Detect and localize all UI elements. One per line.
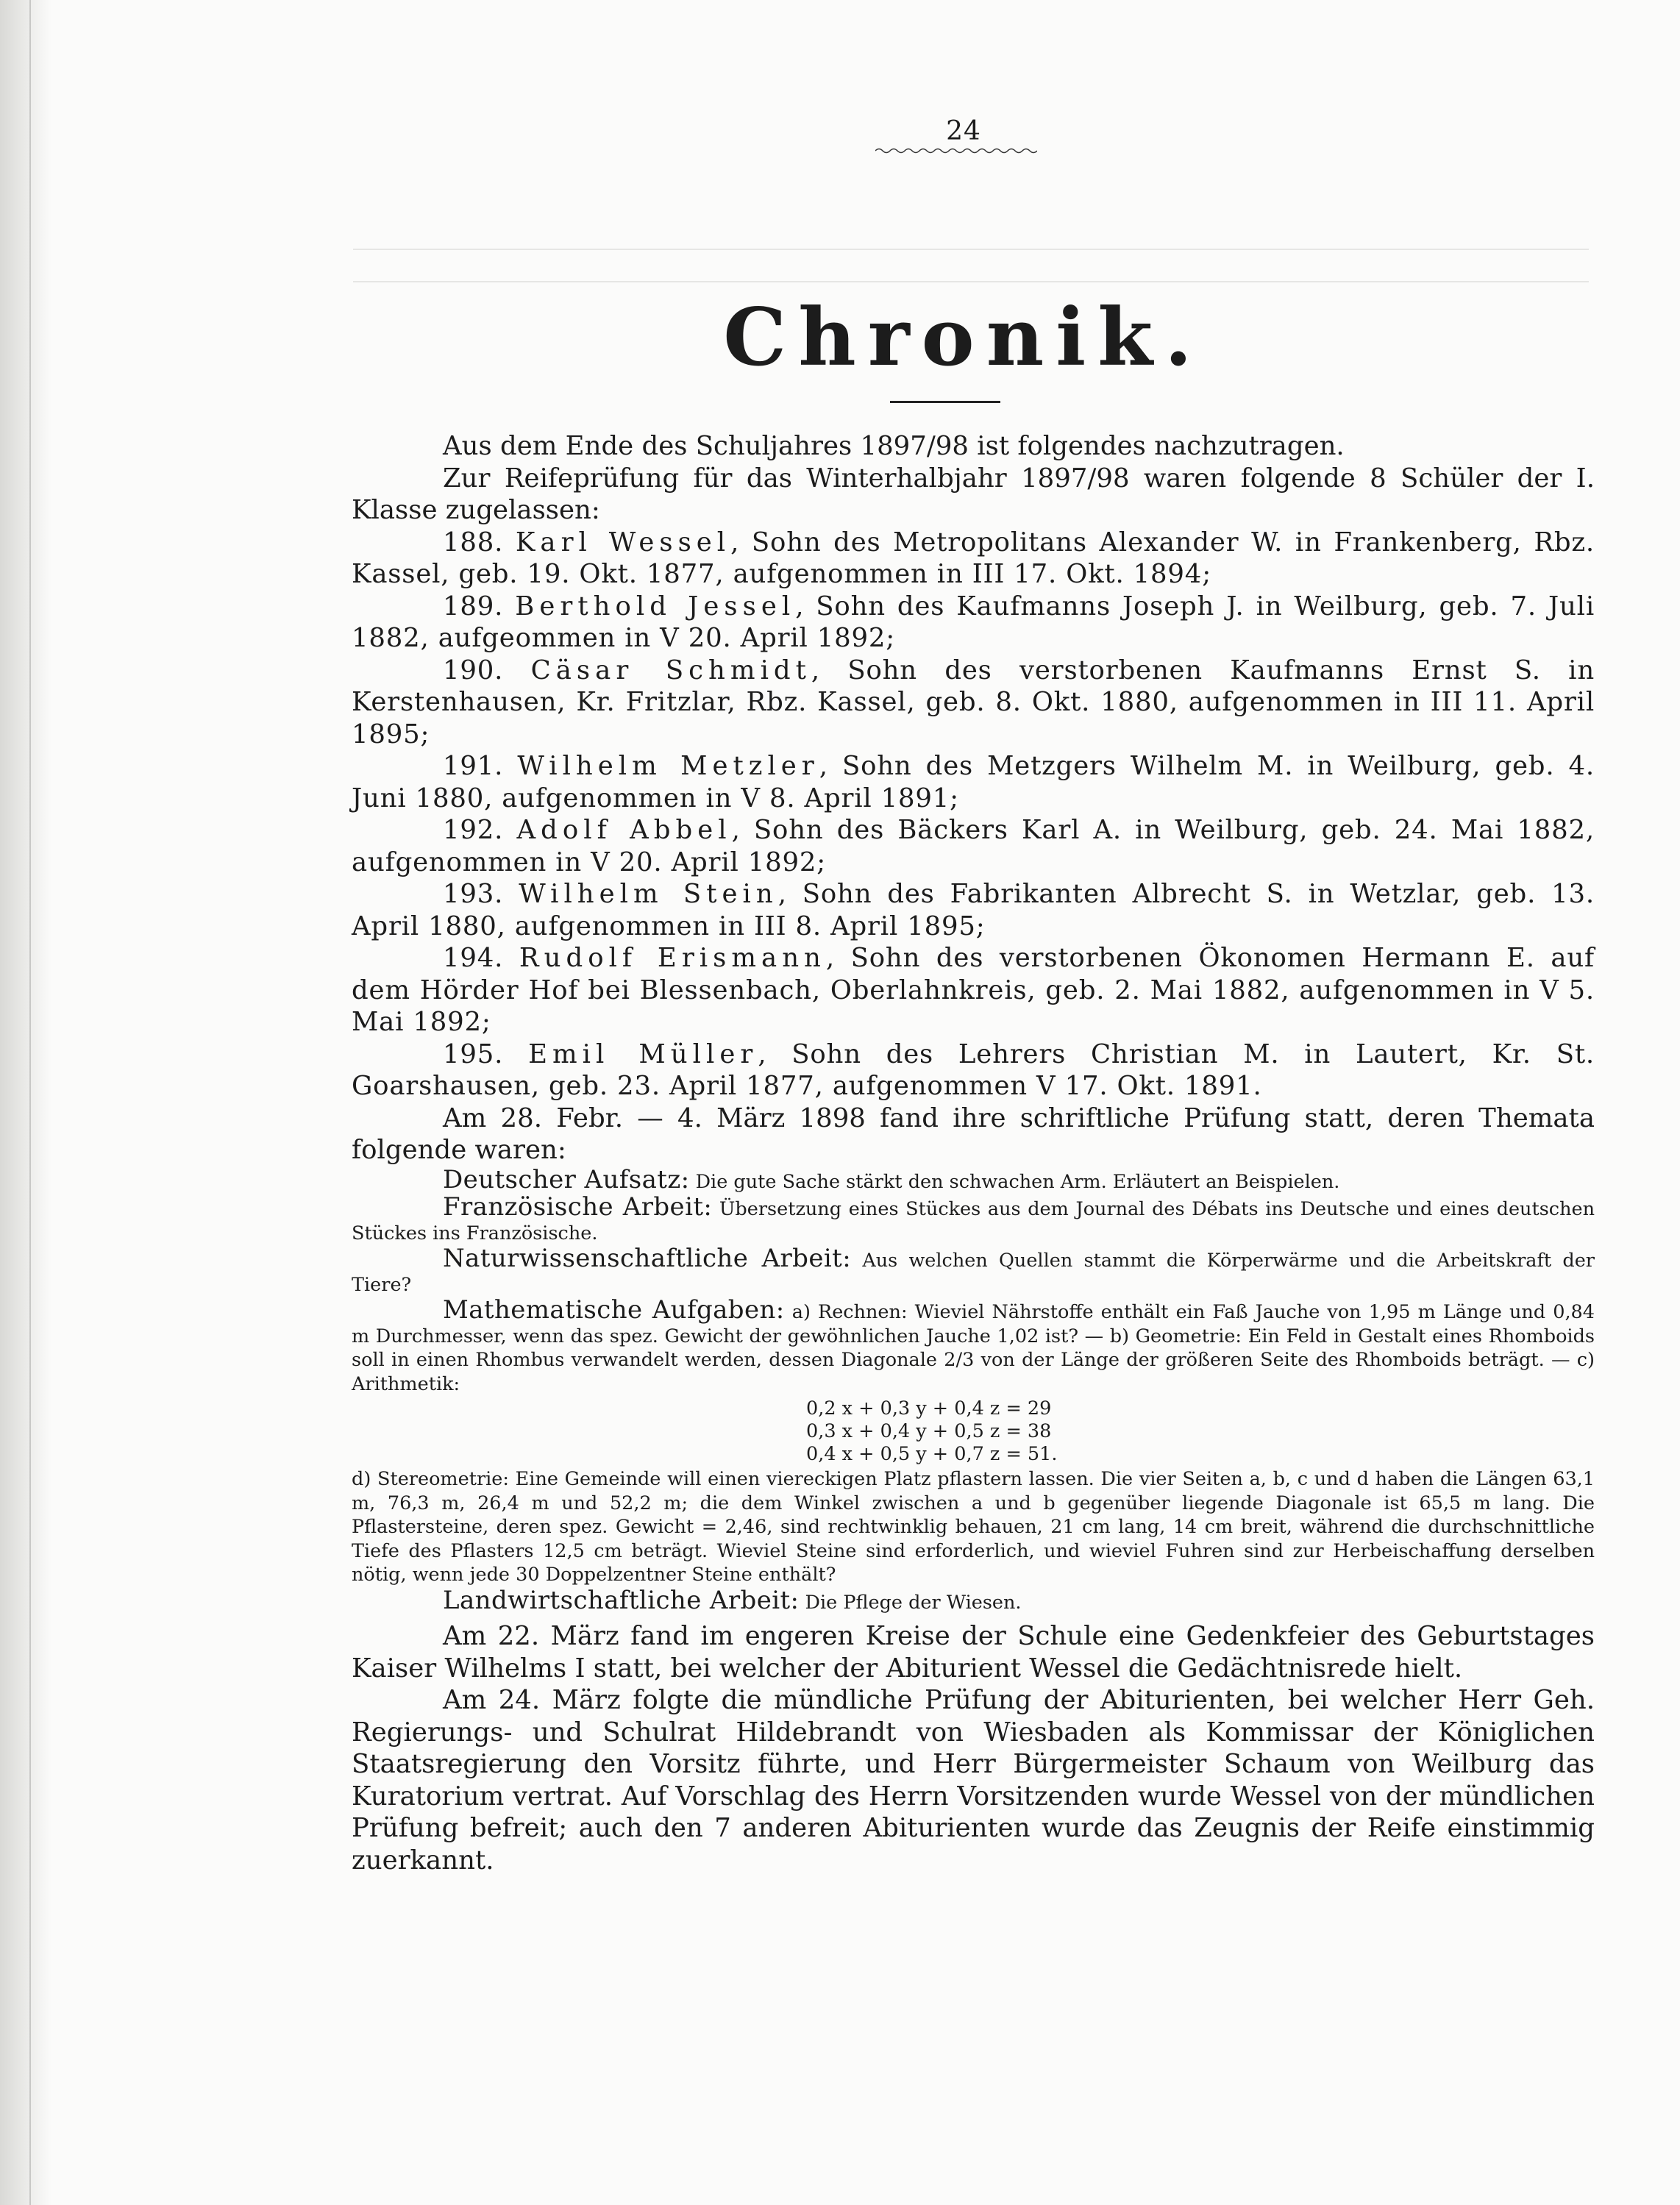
student-entry [352, 750, 1595, 814]
equation: 0,2 x + 0,3 y + 0,4 z = 29 [806, 1397, 1052, 1419]
student-name: Wilhelm Stein [519, 879, 778, 909]
exam-topic: Die Pflege der Wiesen. [805, 1591, 1022, 1614]
student-entry [352, 878, 1595, 942]
entry-text: , Sohn des Metropolitans Alexander W. in Frankenberg, Rbz. Kassel, geb. 19. Okt. 1877, aufgenommen in III 17. Okt. 1894; [352, 527, 1595, 589]
student-name: Cäsar Schmidt [530, 655, 811, 685]
equation-system [352, 1397, 1595, 1466]
equation: 0,4 x + 0,5 y + 0,7 z = 51. [806, 1443, 1058, 1465]
bleed-through-rule [353, 281, 1589, 282]
page-number: 24 [946, 116, 981, 146]
exam-label: Französische Arbeit: [443, 1192, 713, 1222]
student-name: Karl Wessel [515, 527, 731, 558]
entry-number: 193. [443, 879, 504, 909]
exam-label: Landwirtschaftliche Arbeit: [443, 1585, 800, 1615]
student-name: Wilhelm Metzler [517, 751, 819, 781]
student-entry [352, 1039, 1595, 1102]
equation: 0,3 x + 0,4 y + 0,5 z = 38 [806, 1420, 1052, 1442]
entry-text: , Sohn des Kaufmanns Joseph J. in Weilburg, geb. 7. Juli 1882, aufgeommen in V 20. April 1892; [352, 591, 1595, 653]
exam-topic: Aus welchen Quellen stammt die Körperwärme und die Arbeitskraft der Tiere? [352, 1250, 1595, 1296]
closing-paragraph-1: Am 22. März fand im engeren Kreise der Schule eine Gedenkfeier des Geburtstages Kaiser Wilhelms I statt, bei welcher der Abiturient Wessel die Gedächtnisrede hielt. [352, 1621, 1595, 1684]
exam-math [352, 1295, 1595, 1396]
exam-topic: Übersetzung eines Stückes aus dem Journal des Débats ins Deutsche und eines deutschen Stückes ins Französische. [352, 1198, 1595, 1244]
student-name: Adolf Abbel [516, 815, 732, 845]
entry-number: 194. [443, 943, 504, 973]
exam-intro: Am 28. Febr. — 4. März 1898 fand ihre schriftliche Prüfung statt, deren Themata folgende waren: [352, 1102, 1595, 1165]
entry-text: , Sohn des Metzgers Wilhelm M. in Weilburg, geb. 4. Juni 1880, aufgenommen in V 8. April 1891; [352, 751, 1595, 813]
wavy-rule-ornament [875, 147, 1037, 154]
entry-number: 190. [443, 655, 504, 685]
entry-number: 191. [443, 751, 504, 781]
student-entry [352, 942, 1595, 1039]
student-entry [352, 655, 1595, 751]
student-name: Berthold Jessel [515, 591, 796, 621]
student-name: Rudolf Erismann [519, 943, 826, 973]
exam-agriculture [352, 1585, 1595, 1615]
exam-label: Naturwissenschaftliche Arbeit: [443, 1244, 852, 1273]
entry-text: , Sohn des Fabrikanten Albrecht S. in Wetzlar, geb. 13. April 1880, aufgenommen in III 8. April 1895; [352, 879, 1595, 941]
entry-number: 189. [443, 591, 504, 621]
exam-french [352, 1192, 1595, 1245]
entry-number: 188. [443, 527, 504, 558]
intro-line-1: Aus dem Ende des Schuljahres 1897/98 ist folgendes nachzutragen. [443, 431, 1345, 461]
entry-text: , Sohn des verstorbenen Kaufmanns Ernst S. in Kerstenhausen, Kr. Fritzlar, Rbz. Kassel, geb. 8. Okt. 1880, aufgenommen in III 11. April 1895; [352, 655, 1595, 749]
exam-stereometry: d) Stereometrie: Eine Gemeinde will einen viereckigen Platz pflastern lassen. Die vier Seiten a, b, c und d haben die Längen 63,1 m, 76,3 m, 26,4 m und 52,2 m; die dem Winkel zwischen a und b gegenüber liegende Diagonale ist 65,5 m lang. Die Pflastersteine, deren spez. Gewicht = 2,46, sind rechtwinklig behauen, 21 cm lang, 14 cm breit, während die durchschnittliche Tiefe des Pflasters 12,5 cm beträgt. Wieviel Steine sind erforderlich, und wieviel Fuhren sind zur Herbeischaffung derselben nötig, wenn jede 30 Doppelzentner Steine enthält? [352, 1468, 1595, 1586]
student-entry [352, 591, 1595, 655]
entry-text: , Sohn des Lehrers Christian M. in Lautert, Kr. St. Goarshausen, geb. 23. April 1877, aufgenommen V 17. Okt. 1891. [352, 1039, 1595, 1101]
intro-line-2: Zur Reifeprüfung für das Winterhalbjahr 1897/98 waren folgende 8 Schüler der I. Klasse zugelassen: [352, 463, 1595, 525]
chronicle-body [352, 430, 1595, 1876]
entry-number: 195. [443, 1039, 504, 1069]
exam-topic: a) Rechnen: Wieviel Nährstoffe enthält ein Faß Jauche von 1,95 m Länge und 0,84 m Durchmesser, wenn das spez. Gewicht der gewöhnlichen Jauche 1,02 ist? — b) Geometrie: Ein Feld in Gestalt eines Rhomboids soll in einen Rhombus verwandelt werden, dessen Diagonale 2/3 von der Länge der größeren Seite des Rhomboids beträgt. — c) Arithmetik: [352, 1301, 1595, 1395]
entry-number: 192. [443, 815, 504, 845]
entry-text: , Sohn des verstorbenen Ökonomen Hermann E. auf dem Hörder Hof bei Blessenbach, Oberlahnkreis, geb. 2. Mai 1882, aufgenommen in V 5. Mai 1892; [352, 943, 1595, 1037]
exam-label: Deutscher Aufsatz: [443, 1164, 690, 1194]
closing-paragraph-2: Am 24. März folgte die mündliche Prüfung der Abiturienten, bei welcher Herr Geh. Regierungs- und Schulrat Hildebrandt von Wiesbaden als Kommissar der Königlichen Staatsregierung den Vorsitz führte, und Herr Bürgermeister Schaum von Weilburg das Kuratorium vertrat. Auf Vorschlag des Herrn Vorsitzenden wurde Wessel von der mündlichen Prüfung befreit; auch den 7 anderen Abiturienten wurde das Zeugnis der Reife einstimmig zuerkannt. [352, 1685, 1595, 1876]
exam-label: Mathematische Aufgaben: [443, 1295, 785, 1325]
page-title: Chronik. [723, 291, 1204, 384]
exam-topic: Die gute Sache stärkt den schwachen Arm. Erläutert an Beispielen. [695, 1170, 1340, 1193]
entry-text: , Sohn des Bäckers Karl A. in Weilburg, geb. 24. Mai 1882, aufgenommen in V 20. April 1892; [352, 815, 1595, 877]
exam-science [352, 1244, 1595, 1297]
student-entry [352, 527, 1595, 591]
bleed-through-rule [353, 249, 1589, 250]
student-entry [352, 814, 1595, 878]
student-name: Emil Müller [528, 1039, 758, 1069]
exam-german [352, 1164, 1595, 1194]
title-underline [890, 401, 1000, 403]
